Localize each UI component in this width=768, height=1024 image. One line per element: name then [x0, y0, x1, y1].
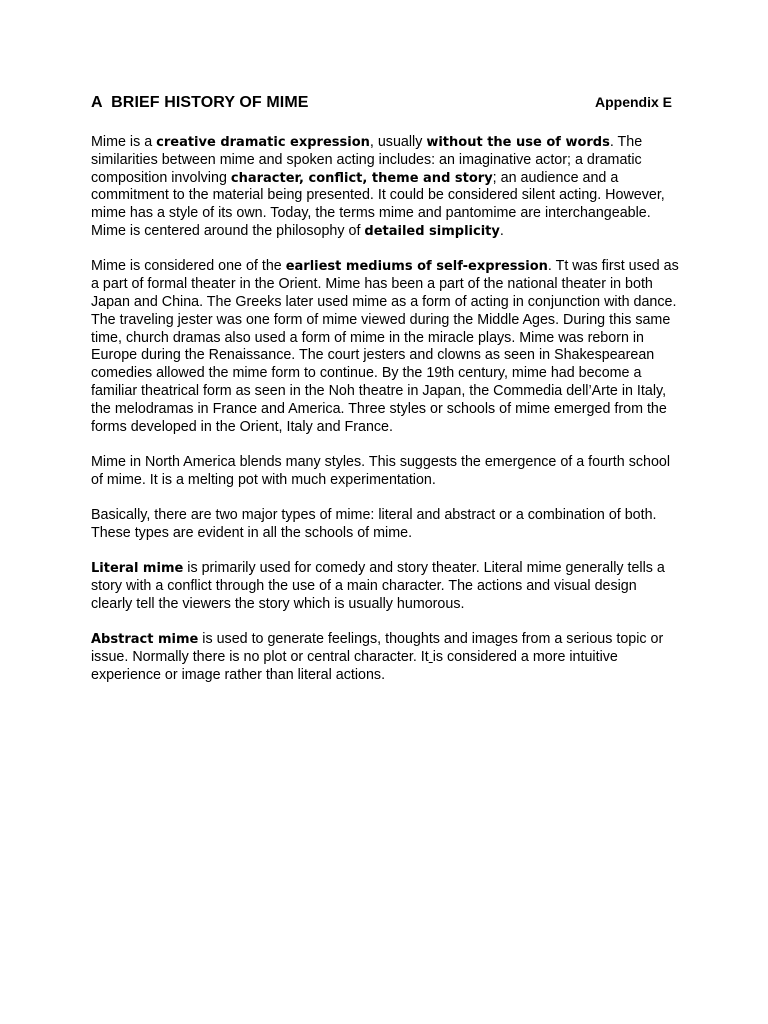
text-run: is used to generate feelings, thoughts and images from a serious topic or issue. Normally there is no plot or central character. It	[91, 631, 664, 666]
text-run: is primarily used for comedy and story theater. Literal mime generally tells a story with a conflict through the use of a main character. The actions and visual design clearly tell the viewers the story which is usually humorous.	[91, 560, 665, 612]
text-run: , usually	[369, 134, 427, 150]
bold-text: Literal mime	[91, 561, 184, 577]
document-title: A BRIEF HISTORY OF MIME	[91, 94, 309, 111]
bold-text: Abstract mime	[91, 632, 199, 648]
bold-text: detailed simplicity	[364, 223, 500, 239]
document-header	[91, 94, 681, 116]
paragraph	[91, 454, 681, 490]
paragraph	[91, 134, 681, 241]
text-run: ; an audience and a commitment to the material being presented. It could be considered silent acting. However, mime has a style of its own. Today, the terms mime and pantomime are interchangeable. Mime is centered around the philosophy of	[91, 169, 665, 239]
document-content	[91, 134, 681, 685]
bold-text: earliest mediums of self-expression	[285, 259, 548, 275]
bold-text: creative dramatic expression	[156, 135, 370, 150]
text-run: .	[499, 222, 504, 239]
text-run: . Tt was first used as a part of formal theater in the Orient. Mime has been a part of the national theater in both Japan and China. The Greeks later used mime as a form of acting in conjunction with dance. The traveling jester was one form of mime viewed during the Middle Ages. During this same time, church dramas also used a form of mime in the miracle plays. Mime was reborn in Europe during the Renaissance. The court jesters and clowns as seen in Shakespearean comedies allowed the mime form to continue. By the 19th century, mime had become a familiar theatrical form as seen in the Noh theatre in Japan, the Commedia dell’Arte in Italy, the melodramas in France and America. Three styles or schools of mime emerged from the forms developed in the Orient, Italy and France.	[91, 258, 679, 435]
text-run: Mime is a	[91, 134, 157, 150]
bold-text: character, conflict, theme and story	[230, 170, 493, 186]
paragraph	[91, 631, 681, 684]
appendix-label: Appendix E	[594, 94, 672, 110]
text-run: Mime in North America blends many styles. This suggests the emergence of a fourth school of mime. It is a melting pot with much experimentation.	[91, 453, 671, 488]
text-run: is considered a more intuitive experience or image rather than literal actions.	[91, 649, 618, 683]
document-body	[91, 94, 681, 685]
paragraph	[91, 507, 681, 543]
paragraph	[91, 258, 681, 436]
text-run: . The similarities between mime and spoken acting includes: an imaginative actor; a dramatic composition involving	[91, 134, 643, 186]
bold-text: without the use of words	[426, 135, 610, 150]
text-run: Basically, there are two major types of mime: literal and abstract or a combination of both. These types are evident in all the schools of mime.	[91, 507, 657, 541]
paragraph	[91, 560, 681, 613]
text-run: Mime is considered one of the	[91, 258, 286, 275]
